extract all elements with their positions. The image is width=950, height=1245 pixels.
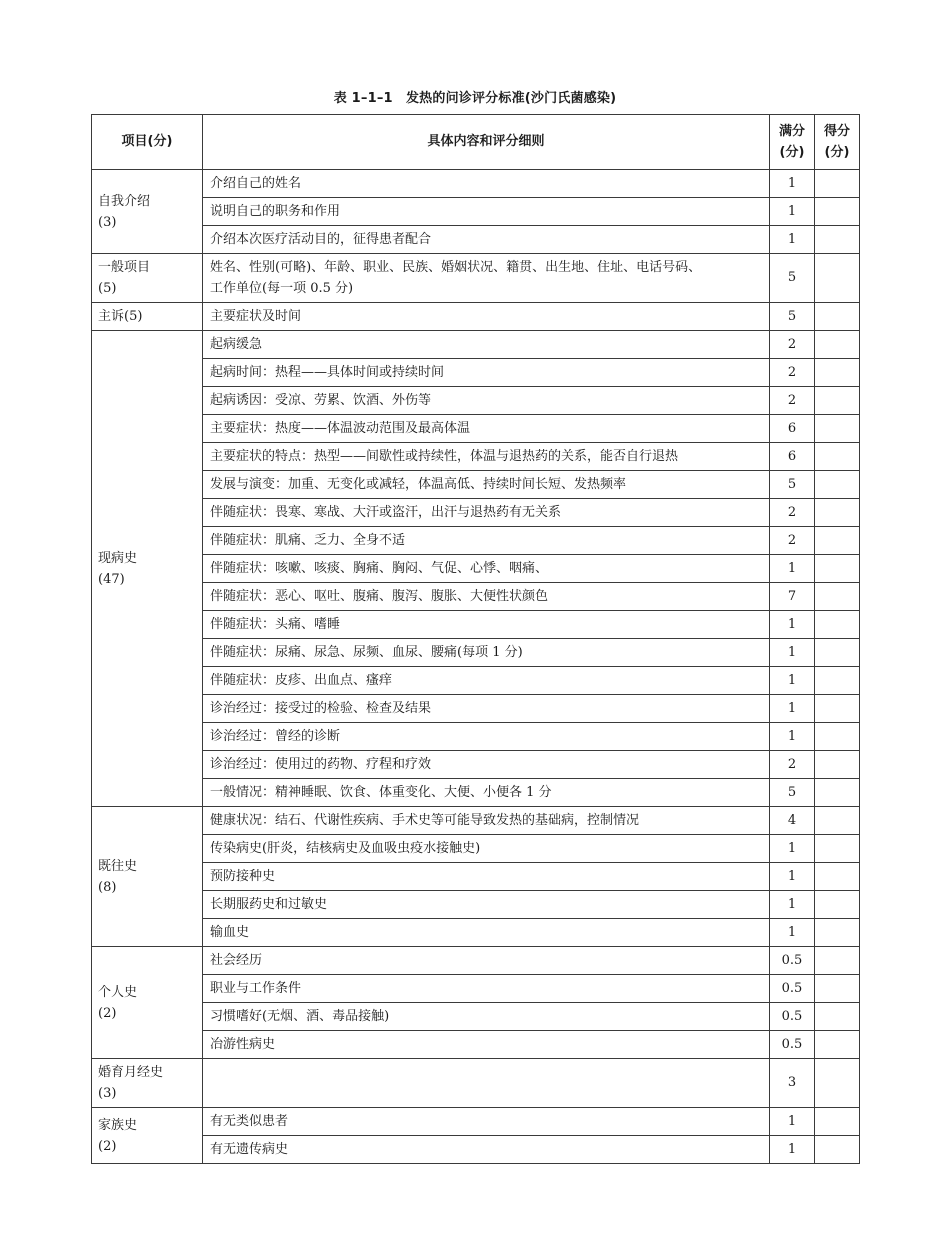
detail-cell [203,1059,770,1108]
table-row [92,723,860,751]
detail-cell: 伴随症状：咳嗽、咳痰、胸痛、胸闷、气促、心悸、咽痛、 [203,555,770,583]
group-label [92,807,203,947]
full-score-cell: 1 [770,198,815,226]
full-score-cell: 2 [770,751,815,779]
table-row [92,835,860,863]
detail-cell: 伴随症状：头痛、嗜睡 [203,611,770,639]
full-score-cell: 6 [770,415,815,443]
detail-cell: 职业与工作条件 [203,975,770,1003]
detail-cell: 诊治经过：曾经的诊断 [203,723,770,751]
score-cell[interactable] [815,198,860,226]
score-cell[interactable] [815,919,860,947]
table-row [92,1003,860,1031]
group-label [92,254,203,303]
header-full-score [770,115,815,170]
detail-cell: 输血史 [203,919,770,947]
full-score-cell: 1 [770,170,815,198]
full-score-cell: 1 [770,723,815,751]
full-score-cell: 1 [770,611,815,639]
detail-cell: 起病诱因：受凉、劳累、饮酒、外伤等 [203,387,770,415]
detail-cell: 习惯嗜好(无烟、酒、毒品接触) [203,1003,770,1031]
group-points: (2) [98,1138,117,1154]
full-score-cell: 1 [770,919,815,947]
detail-cell [203,254,770,303]
header-score-line1: 得分 [823,124,850,139]
detail-cell: 主要症状的特点：热型——间歇性或持续性，体温与退热药的关系，能否自行退热 [203,443,770,471]
table-row [92,583,860,611]
score-cell[interactable] [815,331,860,359]
group-points: (5) [98,281,117,296]
table-row [92,863,860,891]
full-score-cell: 1 [770,1136,815,1164]
score-cell[interactable] [815,1059,860,1108]
group-label [92,170,203,254]
detail-cell: 长期服药史和过敏史 [203,891,770,919]
group-name: 既往史 [98,858,138,874]
table-row [92,695,860,723]
detail-cell: 伴随症状：畏寒、寒战、大汗或盗汗，出汗与退热药有无关系 [203,499,770,527]
table-header-row [92,115,860,170]
group-name: 现病史 [98,550,138,566]
table-row [92,303,860,331]
score-cell[interactable] [815,555,860,583]
table-row [92,1031,860,1059]
group-label [92,331,203,807]
full-score-cell: 2 [770,527,815,555]
full-score-cell: 5 [770,254,815,303]
score-cell[interactable] [815,359,860,387]
group-label [92,303,203,331]
header-full-line2: (分) [779,145,805,160]
full-score-cell: 2 [770,359,815,387]
score-cell[interactable] [815,527,860,555]
header-score-line2: (分) [824,145,850,160]
score-cell[interactable] [815,779,860,807]
table-row [92,443,860,471]
table-row [92,226,860,254]
table-row [92,254,860,303]
detail-cell: 伴随症状：恶心、呕吐、腹痛、腹泻、腹胀、大便性状颜色 [203,583,770,611]
score-cell[interactable] [815,975,860,1003]
table-row [92,198,860,226]
group-points: (8) [98,879,117,895]
score-cell[interactable] [815,226,860,254]
detail-cell: 伴随症状：皮疹、出血点、瘙痒 [203,667,770,695]
table-row [92,639,860,667]
full-score-cell: 6 [770,443,815,471]
table-row [92,667,860,695]
detail-cell: 诊治经过：使用过的药物、疗程和疗效 [203,751,770,779]
table-row [92,359,860,387]
table-row [92,471,860,499]
score-cell[interactable] [815,891,860,919]
detail-cell: 发展与演变：加重、无变化或减轻，体温高低、持续时间长短、发热频率 [203,471,770,499]
table-row [92,555,860,583]
table-row [92,779,860,807]
score-cell[interactable] [815,254,860,303]
score-cell[interactable] [815,415,860,443]
group-name: 个人史 [98,984,138,1000]
full-score-cell: 1 [770,1108,815,1136]
score-cell[interactable] [815,499,860,527]
score-cell[interactable] [815,443,860,471]
full-score-cell: 5 [770,779,815,807]
score-cell[interactable] [815,1031,860,1059]
detail-line: 姓名、性别(可略)、年龄、职业、民族、婚姻状况、籍贯、出生地、住址、电话号码、 [210,260,702,275]
table-row [92,751,860,779]
score-cell[interactable] [815,667,860,695]
detail-cell: 传染病史(肝炎，结核病史及血吸虫疫水接触史) [203,835,770,863]
group-name: 一般项目 [98,260,151,275]
score-cell[interactable] [815,639,860,667]
table-row [92,975,860,1003]
score-cell[interactable] [815,303,860,331]
group-points: (3) [98,1086,117,1101]
group-label [92,1108,203,1164]
group-name: 主诉(5) [98,308,143,324]
table-row [92,807,860,835]
scoring-table [91,114,860,1164]
group-name: 家族史 [98,1117,138,1133]
full-score-cell: 3 [770,1059,815,1108]
full-score-cell: 1 [770,695,815,723]
table-row [92,947,860,975]
detail-cell: 主要症状及时间 [203,303,770,331]
score-cell[interactable] [815,1003,860,1031]
detail-line: 工作单位(每一项 0.5 分) [210,281,354,296]
full-score-cell: 0.5 [770,1003,815,1031]
detail-cell: 冶游性病史 [203,1031,770,1059]
detail-cell: 伴随症状：尿痛、尿急、尿频、血尿、腰痛(每项 1 分) [203,639,770,667]
detail-cell: 诊治经过：接受过的检验、检查及结果 [203,695,770,723]
table-row [92,1136,860,1164]
group-name: 婚育月经史 [98,1065,164,1080]
table-row [92,1108,860,1136]
group-name: 自我介绍 [98,193,151,209]
score-cell[interactable] [815,723,860,751]
detail-cell: 起病缓急 [203,331,770,359]
detail-cell: 社会经历 [203,947,770,975]
score-cell[interactable] [815,863,860,891]
full-score-cell: 1 [770,891,815,919]
group-points: (2) [98,1005,117,1021]
table-row [92,611,860,639]
table-row [92,919,860,947]
header-full-line1: 满分 [778,124,805,139]
full-score-cell: 1 [770,863,815,891]
detail-cell: 介绍自己的姓名 [203,170,770,198]
score-cell[interactable] [815,583,860,611]
detail-cell: 介绍本次医疗活动目的，征得患者配合 [203,226,770,254]
detail-cell: 健康状况：结石、代谢性疾病、手术史等可能导致发热的基础病，控制情况 [203,807,770,835]
full-score-cell: 0.5 [770,947,815,975]
score-cell[interactable] [815,835,860,863]
score-cell[interactable] [815,471,860,499]
full-score-cell: 2 [770,499,815,527]
header-detail: 具体内容和评分细则 [203,115,770,170]
table-row [92,331,860,359]
full-score-cell: 5 [770,303,815,331]
score-cell[interactable] [815,1136,860,1164]
detail-cell: 一般情况：精神睡眠、饮食、体重变化、大便、小便各 1 分 [203,779,770,807]
score-cell[interactable] [815,170,860,198]
table-row [92,1059,860,1108]
full-score-cell: 1 [770,667,815,695]
score-cell[interactable] [815,947,860,975]
detail-cell: 有无遗传病史 [203,1136,770,1164]
detail-cell: 起病时间：热程——具体时间或持续时间 [203,359,770,387]
detail-cell: 说明自己的职务和作用 [203,198,770,226]
score-cell[interactable] [815,751,860,779]
score-cell[interactable] [815,387,860,415]
full-score-cell: 0.5 [770,1031,815,1059]
full-score-cell: 2 [770,331,815,359]
full-score-cell: 7 [770,583,815,611]
detail-cell: 有无类似患者 [203,1108,770,1136]
detail-cell: 主要症状：热度——体温波动范围及最高体温 [203,415,770,443]
group-label [92,1059,203,1108]
score-cell[interactable] [815,611,860,639]
full-score-cell: 1 [770,555,815,583]
group-label [92,947,203,1059]
header-item: 项目(分) [92,115,203,170]
score-cell[interactable] [815,1108,860,1136]
table-row [92,170,860,198]
header-obtained-score [815,115,860,170]
full-score-cell: 2 [770,387,815,415]
table-row [92,415,860,443]
full-score-cell: 1 [770,639,815,667]
score-cell[interactable] [815,807,860,835]
detail-cell: 伴随症状：肌痛、乏力、全身不适 [203,527,770,555]
full-score-cell: 1 [770,835,815,863]
table-row [92,387,860,415]
full-score-cell: 1 [770,226,815,254]
table-row [92,891,860,919]
detail-cell: 预防接种史 [203,863,770,891]
full-score-cell: 0.5 [770,975,815,1003]
score-cell[interactable] [815,695,860,723]
table-row [92,527,860,555]
full-score-cell: 4 [770,807,815,835]
full-score-cell: 5 [770,471,815,499]
group-points: (3) [98,214,117,230]
group-points: (47) [98,571,125,587]
table-row [92,499,860,527]
table-caption: 表 1–1–1 发热的问诊评分标准(沙门氏菌感染) [333,91,617,106]
